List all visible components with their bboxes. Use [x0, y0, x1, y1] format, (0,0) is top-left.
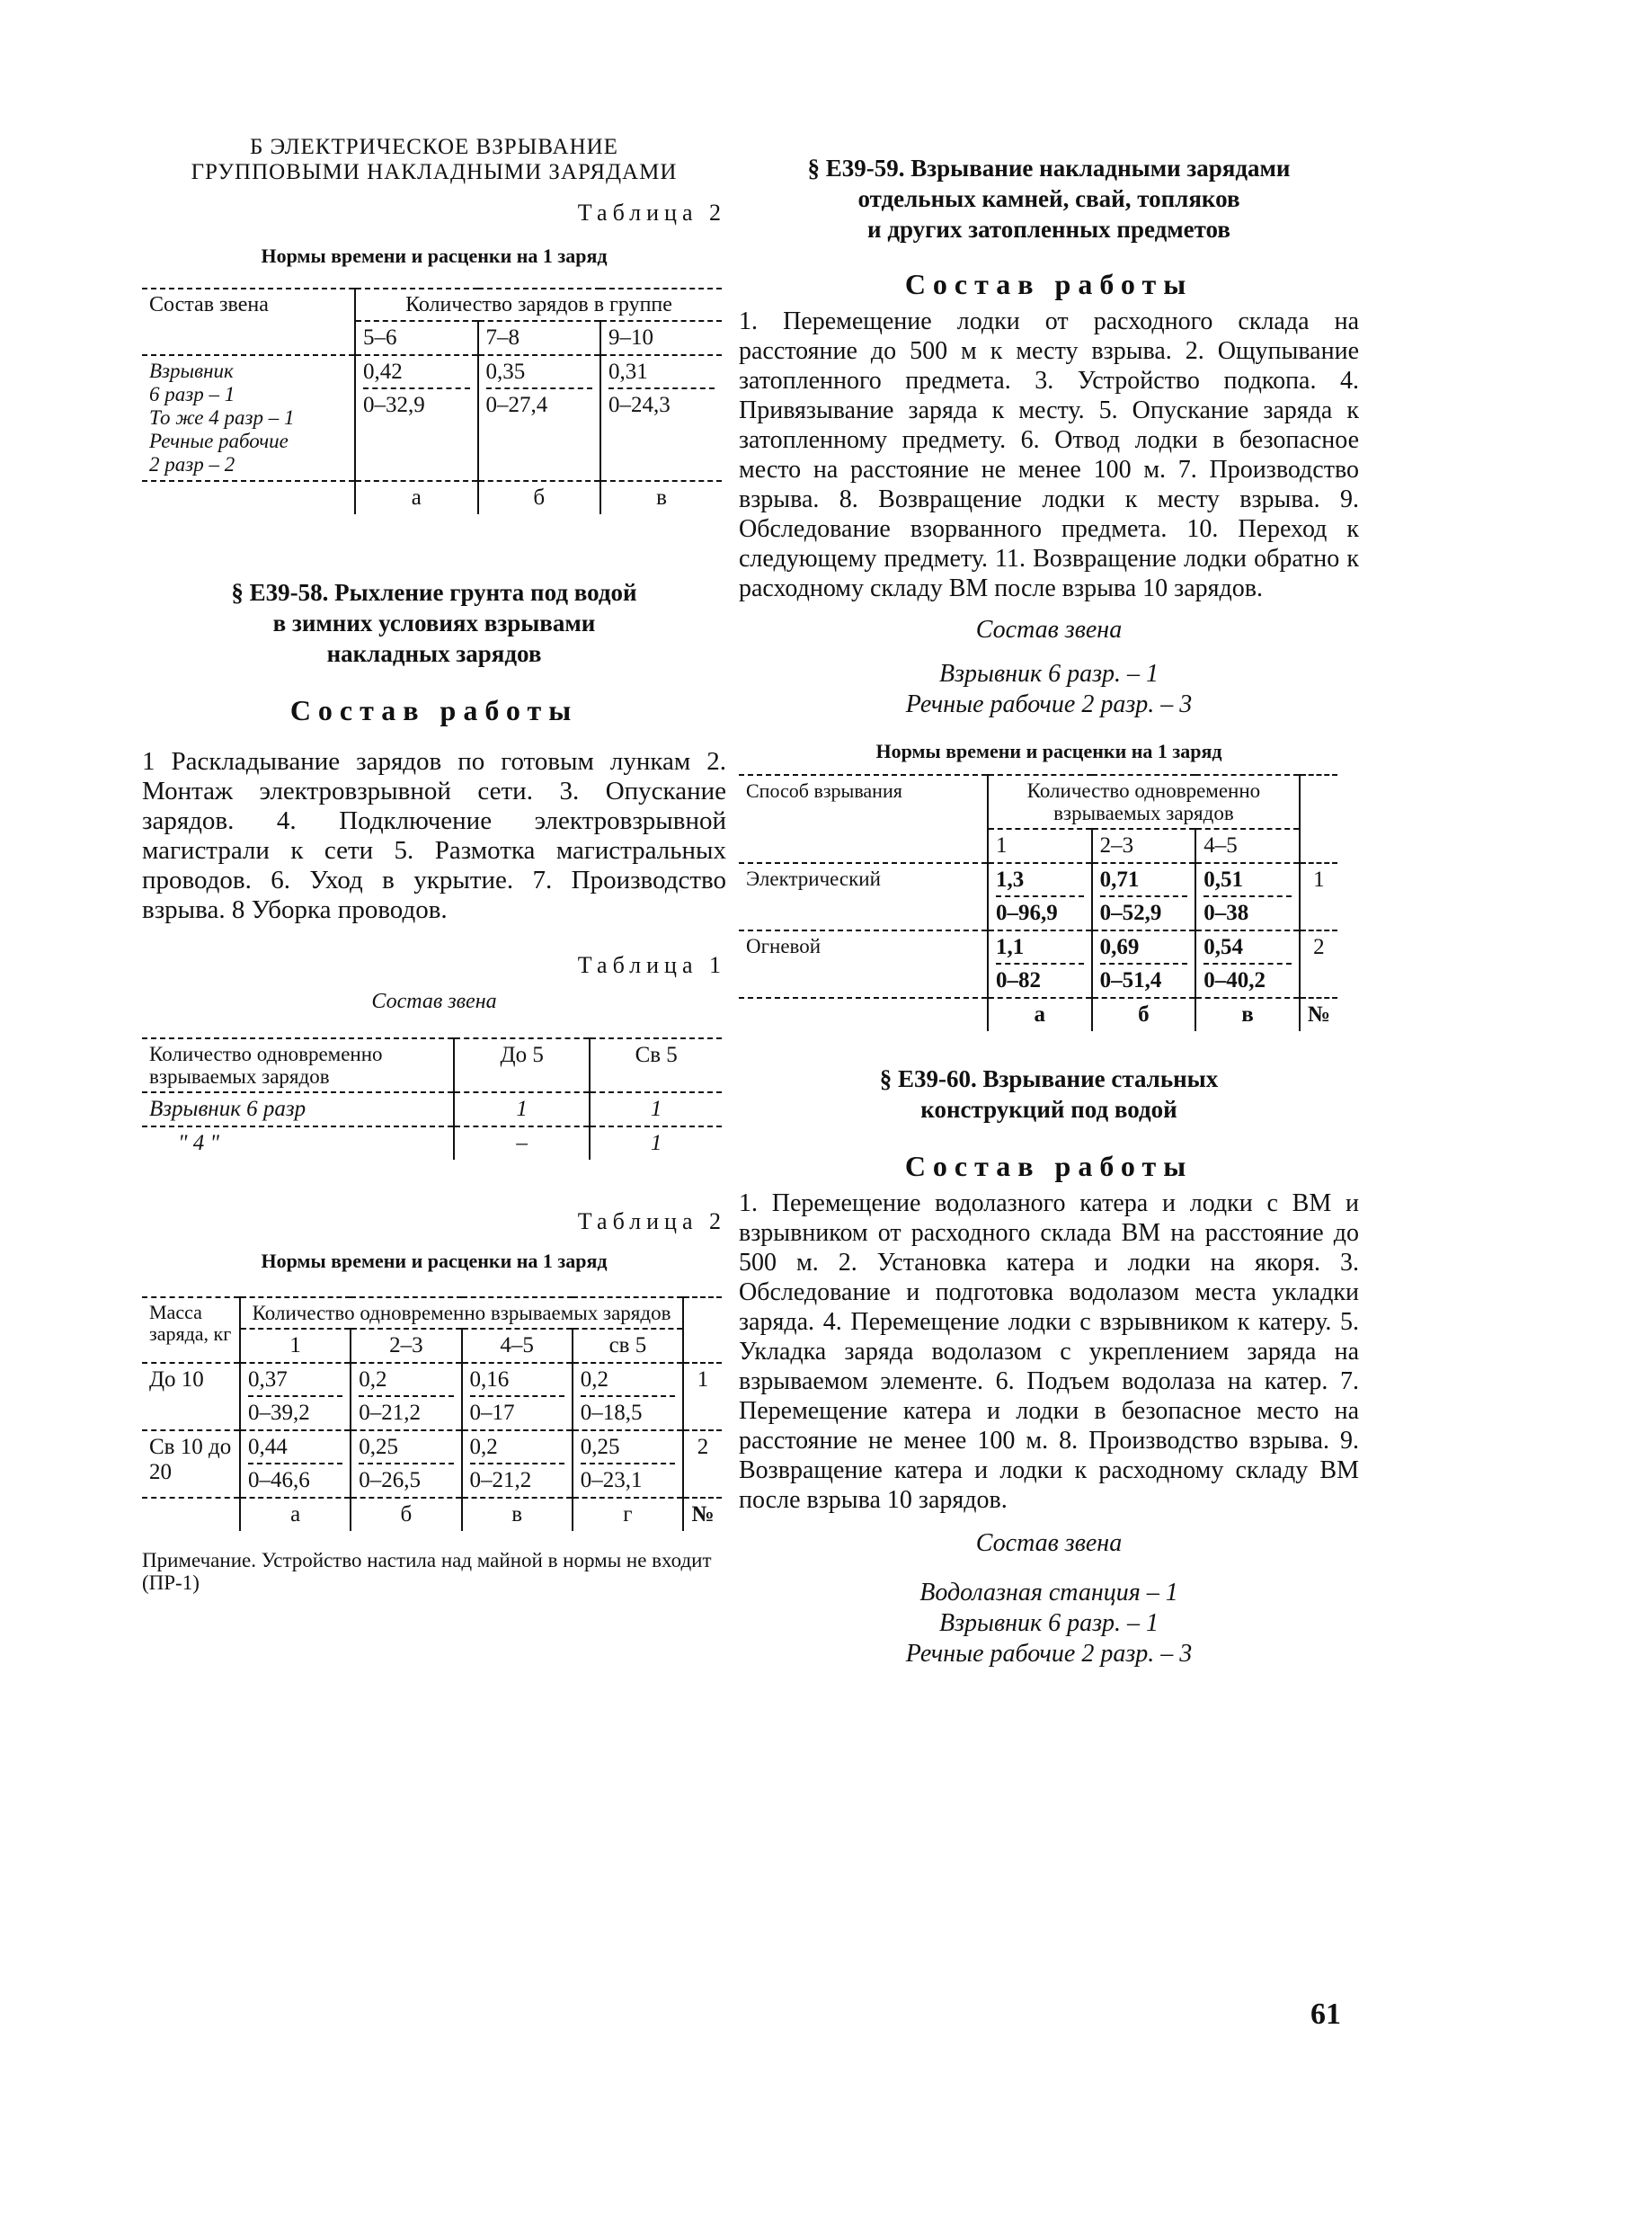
- crew-name: Взрывник 6 разр: [142, 1092, 454, 1126]
- staff-line: 6 разр – 1: [149, 383, 235, 405]
- value-cell: [1195, 930, 1300, 998]
- crew-table: [142, 1037, 722, 1160]
- value-cell: [462, 1430, 573, 1498]
- col-letter: а: [355, 481, 478, 514]
- mass-cell: До 10: [142, 1363, 240, 1430]
- method-cell: Электрический: [739, 863, 988, 930]
- title-line: § Е39-58. Рыхление грунта под водой: [231, 579, 637, 606]
- staff-line: 2 разр – 2: [149, 453, 235, 476]
- empty-cell: [142, 1498, 240, 1531]
- title-line: конструкций под водой: [920, 1096, 1177, 1123]
- norm-value: 0,54: [1203, 935, 1292, 965]
- col-header: 5–6: [355, 321, 478, 355]
- work-heading: Состав работы: [904, 268, 1194, 300]
- section-b-title-line: Б ЭЛЕКТРИЧЕСКОЕ ВЗРЫВАНИЕ: [250, 135, 618, 159]
- section-b-title-line: ГРУППОВЫМИ НАКЛАДНЫМИ ЗАРЯДАМИ: [191, 160, 678, 184]
- norms-table-b: [142, 288, 722, 514]
- crew-list: [739, 1578, 1359, 1669]
- col-letter: б: [351, 1498, 461, 1531]
- work-heading: Состав работы: [904, 1150, 1194, 1182]
- crew-line: Водолазная станция – 1: [919, 1579, 1178, 1607]
- mass-cell: Св 10 до 20: [142, 1430, 240, 1498]
- table-note: Примечание. Устройство настила над майной в нормы не входит (ПР-1): [142, 1549, 712, 1594]
- title-line: § Е39-60. Взрывание стальных: [879, 1065, 1219, 1092]
- row-number: 1: [1313, 868, 1325, 892]
- staff-line: Взрывник: [149, 360, 234, 382]
- norm-value: 0,2: [359, 1367, 453, 1397]
- norm-value: 0,31: [608, 360, 715, 389]
- col-header: 4–5: [1195, 829, 1300, 863]
- table-caption: Состав звена: [371, 990, 497, 1013]
- crew-list: [739, 659, 1359, 720]
- crew-line: Речные рабочие 2 разр. – 3: [905, 690, 1193, 718]
- table-label: Таблица 1: [577, 952, 726, 978]
- value-cell: [988, 930, 1092, 998]
- num-label: №: [1307, 1002, 1330, 1027]
- table-caption: Нормы времени и расценки на 1 заряд: [261, 245, 608, 267]
- rate-value: 0–21,2: [469, 1468, 532, 1492]
- title-line: в зимних условиях взрывами: [272, 610, 596, 636]
- empty-cell: [142, 481, 355, 514]
- rate-value: 0–38: [1203, 901, 1249, 925]
- col-header: 1: [240, 1329, 351, 1363]
- work-text: 1. Перемещение лодки от расходного склада на расстояние до 500 м к месту взрыва. 2. Ощупывание затопленного предмета. 3. Устройство подкопа. 4. Привязывание заряда к месту. 5. Опускание заряда к затопленному предмету. 6. Отвод лодки в безопасное место на расстояние не менее 100 м. 7. Производство взрыва. 8. Возвращение лодки к месту взрыва. 9. Обследование взорванного предмета. 10. Переход к следующему предмету. 11. Возвращение лодки обратно к расходному складу ВМ после взрыва 10 зарядов.: [739, 307, 1359, 602]
- norm-value: 1,3: [996, 868, 1084, 897]
- rate-value: 0–27,4: [485, 393, 548, 417]
- col-header: 1: [988, 829, 1092, 863]
- value-cell: [478, 355, 601, 481]
- row-number: 1: [697, 1367, 709, 1392]
- col-header: 2–3: [1092, 829, 1196, 863]
- crew-over5: 1: [650, 1131, 662, 1155]
- crew-to5: –: [454, 1126, 590, 1160]
- work-text: 1. Перемещение водолазного катера и лодки с ВМ и взрывником от расходного склада ВМ на расстояние до 500 м. 2. Установка катера и лодки на якоря. 3. Обследование и подготовка водолазом места укладки заряда. 4. Перемещение лодки с взрывником к катеру. 5. Укладка заряда водолазом с укреплением заряда на взрываемом элементе. 6. Подъем водолаза на катер. 7. Перемещение катера и лодки в безопасное место на расстояние не менее 100 м. 8. Производство взрыва. 9. Возвращение катера и лодки к расходному складу ВМ после взрыва 10 зарядов.: [739, 1189, 1359, 1514]
- section-e39-60-title: [739, 1064, 1359, 1125]
- title-line: накладных зарядов: [326, 640, 542, 667]
- value-cell: [1195, 863, 1300, 930]
- norm-value: 0,25: [581, 1435, 675, 1464]
- rate-value: 0–23,1: [580, 1468, 643, 1492]
- norm-value: 0,69: [1100, 935, 1188, 965]
- header-count: Количество одновременно взрываемых зарядов: [240, 1297, 683, 1329]
- rate-value: 0–17: [469, 1401, 515, 1425]
- norms-table-e39-59: [739, 774, 1337, 1031]
- header-count: Количество зарядов в группе: [355, 289, 722, 321]
- col-header: 4–5: [462, 1329, 573, 1363]
- norm-value: 0,2: [581, 1367, 675, 1397]
- norm-value: 1,1: [996, 935, 1084, 965]
- num-label: №: [691, 1502, 715, 1526]
- col-header: св 5: [573, 1329, 683, 1363]
- header-method: Способ взрывания: [739, 775, 988, 863]
- header-over5: Св 5: [635, 1043, 678, 1067]
- header-count: Количество одновременно взрываемых зарядов: [988, 775, 1300, 829]
- rate-value: 0–96,9: [996, 901, 1058, 925]
- rate-value: 0–21,2: [359, 1401, 421, 1425]
- table-row: [142, 1363, 722, 1430]
- method-cell: Огневой: [739, 930, 988, 998]
- page-number: 61: [1310, 1998, 1341, 2031]
- value-cell: [1092, 930, 1196, 998]
- crew-name: " 4 ": [142, 1126, 454, 1160]
- col-letter: б: [478, 481, 601, 514]
- value-cell: [240, 1363, 351, 1430]
- value-cell: [351, 1363, 461, 1430]
- rate-value: 0–26,5: [359, 1468, 421, 1492]
- crew-line: Речные рабочие 2 разр. – 3: [905, 1640, 1193, 1668]
- value-cell: [351, 1430, 461, 1498]
- crew-line: Взрывник 6 разр. – 1: [938, 660, 1159, 688]
- norms-table-e39-58: [142, 1296, 722, 1531]
- col-header: 9–10: [608, 325, 653, 350]
- rate-value: 0–32,9: [363, 393, 425, 417]
- rate-value: 0–46,6: [248, 1468, 310, 1492]
- norm-value: 0,51: [1203, 868, 1292, 897]
- norm-value: 0,42: [363, 360, 470, 389]
- rate-value: 0–40,2: [1203, 968, 1266, 992]
- table-row: [739, 930, 1337, 998]
- header-mass: Масса заряда, кг: [142, 1297, 240, 1363]
- left-column: [142, 135, 726, 1594]
- norm-value: 0,2: [470, 1435, 564, 1464]
- col-header: 2–3: [351, 1329, 461, 1363]
- right-column: [739, 153, 1359, 1669]
- staff-line: То же 4 разр – 1: [149, 406, 295, 429]
- section-e39-58-title: [142, 577, 726, 669]
- header-to5: До 5: [454, 1038, 590, 1092]
- header-count: Количество одновременно взрываемых зарядов: [142, 1038, 454, 1092]
- empty-cell: [739, 998, 988, 1031]
- section-e39-59-title: [739, 153, 1359, 245]
- norm-value: 0,16: [470, 1367, 564, 1397]
- title-line: и других затопленных предметов: [867, 216, 1230, 243]
- value-cell: [573, 1430, 683, 1498]
- col-letter: б: [1092, 998, 1196, 1031]
- rate-value: 0–82: [996, 968, 1041, 992]
- table-row: [739, 863, 1337, 930]
- col-header: 7–8: [478, 321, 601, 355]
- empty-cell: [1300, 775, 1337, 863]
- col-letter: в: [656, 485, 667, 510]
- work-text: 1 Раскладывание зарядов по готовым лункам 2. Монтаж электровзрывной сети. 3. Опускание зарядов. 4. Подключение электровзрывной магистрали к сети 5. Размотка магистральных проводов. 6. Уход в укрытие. 7. Производство взрыва. 8 Уборка проводов.: [142, 747, 726, 924]
- value-cell: [600, 355, 722, 481]
- row-number: 2: [1313, 935, 1325, 959]
- value-cell: [355, 355, 478, 481]
- crew-line: Взрывник 6 разр. – 1: [938, 1609, 1159, 1637]
- table-label: Таблица 2: [577, 1208, 726, 1234]
- norm-value: 0,37: [248, 1367, 342, 1397]
- rate-value: 0–18,5: [580, 1401, 643, 1425]
- col-letter: а: [988, 998, 1092, 1031]
- empty-cell: [683, 1297, 722, 1363]
- value-cell: [462, 1363, 573, 1430]
- header-staff: Состав звена: [142, 289, 355, 355]
- col-letter: в: [1195, 998, 1300, 1031]
- col-letter: в: [462, 1498, 573, 1531]
- table-caption: Нормы времени и расценки на 1 заряд: [875, 740, 1222, 762]
- row-number: 2: [697, 1435, 709, 1459]
- value-cell: [240, 1430, 351, 1498]
- rate-value: 0–51,4: [1099, 968, 1162, 992]
- col-letter: г: [573, 1498, 683, 1531]
- rate-value: 0–24,3: [608, 393, 671, 417]
- table-caption: Нормы времени и расценки на 1 заряд: [261, 1250, 608, 1272]
- crew-to5: 1: [454, 1092, 590, 1126]
- crew-heading: Состав звена: [975, 616, 1123, 644]
- title-line: § Е39-59. Взрывание накладными зарядами: [807, 155, 1291, 182]
- table-label: Таблица 2: [577, 200, 726, 226]
- rate-value: 0–52,9: [1099, 901, 1162, 925]
- norm-value: 0,44: [248, 1435, 342, 1464]
- work-heading: Состав работы: [289, 694, 579, 726]
- staff-list: [142, 355, 355, 481]
- norm-value: 0,71: [1100, 868, 1188, 897]
- title-line: отдельных камней, свай, топляков: [857, 185, 1240, 212]
- crew-heading: Состав звена: [975, 1529, 1123, 1557]
- crew-over5: 1: [650, 1097, 662, 1121]
- rate-value: 0–39,2: [248, 1401, 310, 1425]
- col-letter: а: [240, 1498, 351, 1531]
- value-cell: [988, 863, 1092, 930]
- value-cell: [573, 1363, 683, 1430]
- section-b-title: [142, 135, 726, 185]
- norm-value: 0,35: [486, 360, 593, 389]
- table-row: [142, 1430, 722, 1498]
- value-cell: [1092, 863, 1196, 930]
- norm-value: 0,25: [359, 1435, 453, 1464]
- staff-line: Речные рабочие: [149, 430, 289, 452]
